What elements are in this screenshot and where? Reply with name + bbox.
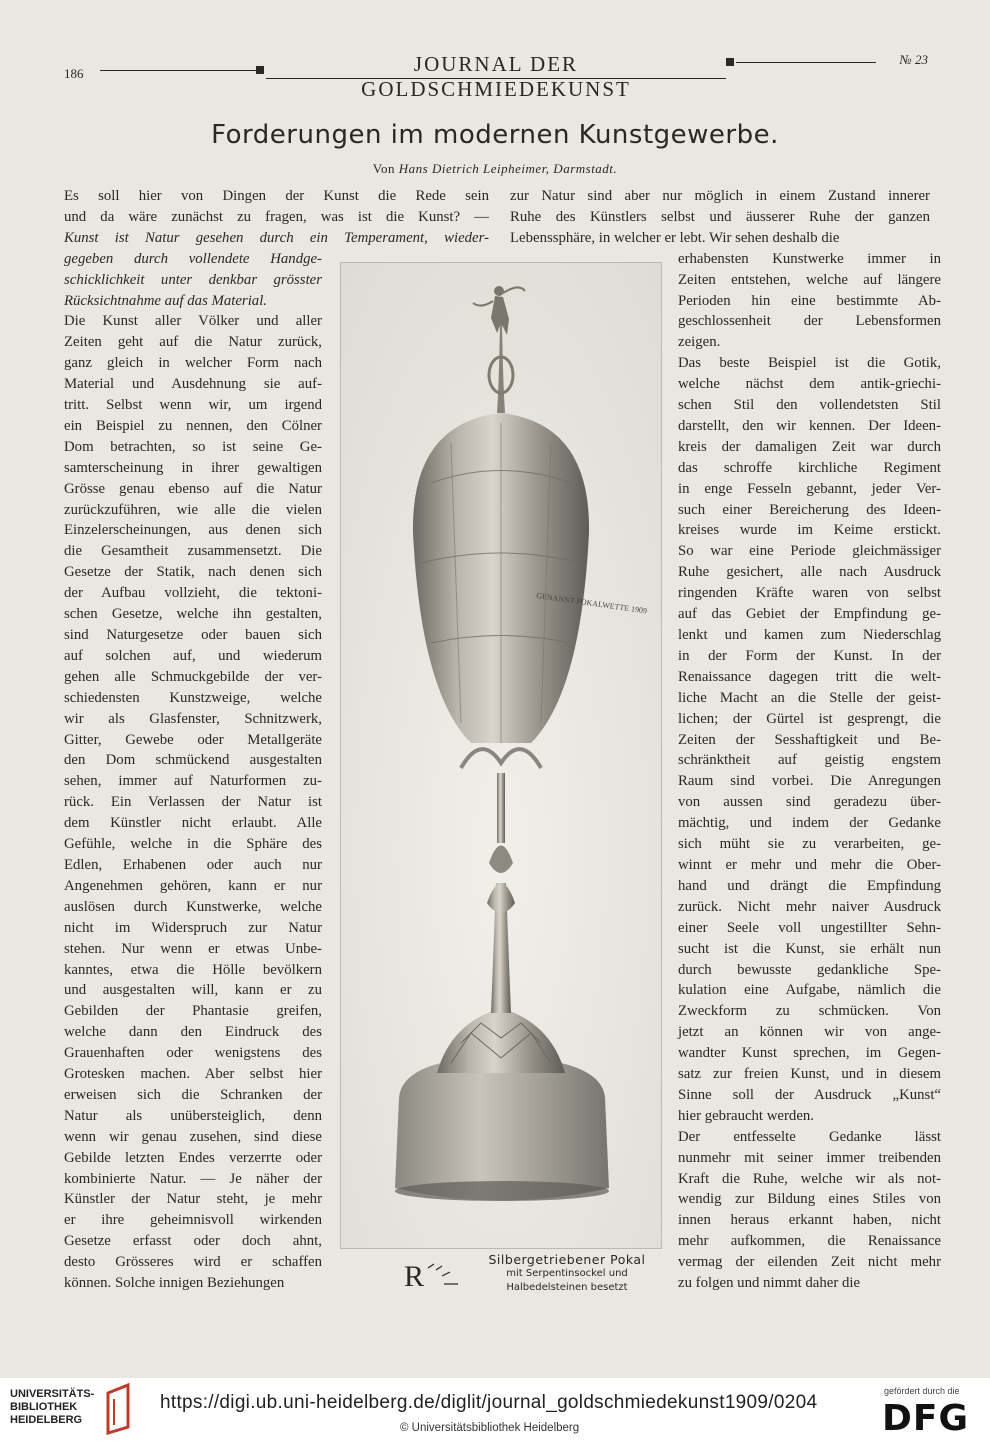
text-line: zeigen. — [678, 334, 721, 351]
text-line: So war eine Periode gleichmässiger — [678, 543, 941, 560]
issue-number: № 23 — [899, 52, 928, 67]
text-line: Grauenhaften oder wenigstens des — [64, 1045, 322, 1062]
text-line: Gitter, Gewebe oder Metallgeräte — [64, 731, 322, 748]
text-line: die Gesamtheit zusammensetzt. Die — [64, 543, 322, 560]
article-title: Forderungen im modernen Kunstgewerbe. — [211, 120, 779, 150]
library-line-2: BIBLIOTHEK — [10, 1401, 78, 1413]
text-line: desto Grösseres wird er schaffen — [64, 1254, 322, 1271]
text-line: erweisen sich die Schranken der — [64, 1086, 322, 1103]
text-line: darstellt, den wir kennen. Der Ideen- — [678, 417, 941, 434]
text-line: ringenden Kräfte waren von selbst — [678, 585, 941, 602]
text-line: zurückzuführen, wie alle die vielen — [64, 501, 322, 518]
text-line: in enge Fesseln gebannt, jeder Ver- — [678, 480, 941, 497]
text-line: können. Solche innigen Beziehungen — [64, 1275, 285, 1292]
text-line: sich müht sie zu verarbeiten, ge- — [678, 836, 941, 853]
text-line: Sinne soll der Ausdruck „Kunst“ — [678, 1086, 941, 1103]
journal-title: JOURNAL DER GOLDSCHMIEDEKUNST — [361, 52, 631, 101]
digitization-footer — [0, 1378, 990, 1445]
goblet-engraving: GENANNT POKALWETTE 1909 — [535, 591, 648, 616]
text-line: schränktheit auf geistig engstem — [678, 752, 941, 769]
caption-title: Silbergetriebener Pokal — [488, 1252, 646, 1267]
text-line: Lebenssphäre, in welcher er lebt. Wir sehen deshalb die — [510, 229, 840, 246]
caption-line-3: Halbedelsteinen besetzt — [506, 1282, 628, 1293]
text-line: Das beste Beispiel ist die Gotik, — [678, 355, 941, 372]
text-line: Gesetze erfasst oder doch ahnt, — [64, 1233, 322, 1250]
text-line: Grotesken machen. Aber selbst hier — [64, 1066, 322, 1083]
text-line: Zeiten entstehen, welche auf längere — [678, 271, 941, 288]
text-line: erhabensten Kunstwerke immer in — [678, 250, 941, 267]
text-line: sehen, immer auf Naturformen zu- — [64, 773, 322, 790]
text-line: kreis der damaligen Zeit war durch — [678, 438, 941, 455]
text-line: hand und drängt die Empfindung — [678, 877, 941, 894]
text-line: kreises wurde im Keime erstickt. — [678, 522, 941, 539]
text-line: wir als Glasfenster, Schnitzwerk, — [64, 710, 322, 727]
text-line: such einer Bereicherung des Ideen- — [678, 501, 941, 518]
text-line: Rücksichtnahme auf das Material. — [64, 292, 268, 309]
text-line: wandter Kunst sprechen, im Gegen- — [678, 1045, 941, 1062]
text-line: geschlossenheit der Lebensformen — [678, 313, 941, 330]
text-line: liche Macht an die Stelle der geist- — [678, 689, 941, 706]
text-line: Gefühle, welche in die Sphäre des — [64, 836, 322, 853]
text-line: Perioden hin eine bestimmte Ab- — [678, 292, 941, 309]
text-line: rück. Ein Verlassen der Natur ist — [64, 794, 322, 811]
text-line: von aussen sind geradezu über- — [678, 794, 941, 811]
text-line: Zeiten geht auf die Natur zurück, — [64, 334, 322, 351]
byline-author: Hans Dietrich Leipheimer, Darmstadt. — [398, 161, 618, 176]
figure-caption — [482, 1253, 652, 1295]
text-line: den Dom schmückend ausgestalten — [64, 752, 322, 769]
text-line: Grösse genau ebenso auf die Natur — [64, 480, 322, 497]
text-line: kulation eine Aufgabe, nämlich die — [678, 982, 941, 999]
text-line: Es soll hier von Dingen der Kunst die Rede sein — [64, 188, 489, 204]
page-header — [60, 46, 940, 101]
text-line: schen Stil den vollendetsten Stil — [678, 397, 941, 414]
text-line: lichen; der Gürtel ist gesprengt, die — [678, 710, 941, 727]
text-line: ein Beispiel zu nennen, den Cölner — [64, 417, 322, 434]
text-line: Kunst ist Natur gesehen durch ein Temperament, wieder- — [64, 229, 489, 246]
text-line: gegeben durch vollendete Handge- — [64, 250, 322, 267]
text-line: der Aufbau vollzieht, die tektoni- — [64, 585, 322, 602]
header-rule-right — [736, 62, 876, 63]
text-line: Der entfesselte Gedanke lässt — [678, 1128, 941, 1145]
text-line: Die Kunst aller Völker und aller — [64, 313, 322, 330]
text-line: lenkt und kamen zum Niederschlag — [678, 627, 941, 643]
library-logo-icon — [100, 1383, 136, 1435]
text-line: und da wäre zunächst zu fragen, was ist die Kunst? — — [64, 208, 489, 225]
text-line: nicht im Widerspruch zur Natur — [64, 919, 322, 936]
text-line: innen heraus erkannt haben, nicht — [678, 1212, 941, 1229]
text-line: er ihre geheimnisvoll wirkenden — [64, 1212, 322, 1229]
text-line: auf das Gebiet der Empfindung ge- — [678, 606, 941, 623]
text-line: Gebilden der Phantasie greifen, — [64, 1003, 322, 1020]
text-line: Einzelerscheinungen, aus denen sich — [64, 522, 322, 539]
text-line: zu folgen und nimmt daher die — [678, 1275, 861, 1292]
text-line: kanntes, etwa die Hölle bevölkern — [64, 961, 322, 978]
text-line: durch bewusste gedankliche Spe- — [678, 961, 941, 978]
text-line: auf solchen auf, und wiederum — [64, 647, 322, 664]
monogram-signature — [398, 1258, 470, 1294]
text-line: auslösen durch Kunstwerke, welche — [64, 898, 322, 915]
text-line: Angenehmen gehören, kann er nur — [64, 877, 322, 894]
text-line: das schroffe kirchliche Regiment — [678, 459, 941, 476]
text-line: hier gebraucht werden. — [678, 1107, 814, 1124]
header-ornament-left — [256, 66, 264, 74]
dfg-logo: DFG — [882, 1398, 970, 1439]
text-line: mehr aufkommen, die Renaissance — [678, 1233, 941, 1250]
text-line: samterscheinung in ihrer gewaltigen — [64, 459, 322, 476]
text-line: satz zur freien Kunst, und in diesem — [678, 1066, 941, 1083]
text-line: wenn wir genau zusehen, sind diese — [64, 1128, 322, 1145]
text-line: und ausgestalten will, kann er zu — [64, 982, 322, 999]
text-line: Dom betrachten, so ist seine Ge- — [64, 438, 322, 455]
text-line: welche nächst dem antik-griechi- — [678, 376, 941, 393]
text-line: dem Künstler nicht erlaubt. Alle — [64, 815, 322, 832]
text-line: nunmehr mit seiner immer treibenden — [678, 1149, 941, 1166]
text-line: zurück. Nicht mehr naiver Ausdruck — [678, 898, 941, 915]
text-line: gehen alle Schmuckgebilde der ver- — [64, 668, 322, 685]
text-line: schiedensten Kunstzweige, welche — [64, 689, 322, 706]
funded-by-label: gefördert durch die — [884, 1386, 960, 1396]
text-line: in der Form der Kunst. In der — [678, 647, 941, 664]
caption-line-2: mit Serpentinsockel und — [506, 1268, 628, 1279]
text-line: zur Natur sind aber nur möglich in einem Zustand innerer — [510, 188, 930, 204]
text-line: Renaissance dagegen tritt die welt- — [678, 668, 941, 685]
library-name — [10, 1388, 94, 1427]
svg-text:R: R — [404, 1260, 425, 1293]
text-line: stehen. Nur wenn er etwas Unbe- — [64, 940, 322, 957]
header-rule-left — [100, 70, 260, 71]
text-line: sind Naturgesetze oder bauen sich — [64, 627, 322, 643]
text-line: Ruhe gesichert, alle nach Ausdruck — [678, 564, 941, 581]
text-line: Kraft die Ruhe, welche wir als not- — [678, 1170, 941, 1187]
copyright-notice: © Universitätsbibliothek Heidelberg — [400, 1422, 580, 1434]
permalink-url[interactable]: https://digi.ub.uni-heidelberg.de/diglit/journal_goldschmiedekunst1909/0204 — [160, 1392, 818, 1413]
text-line: winnt er mehr und mehr die Ober- — [678, 856, 941, 873]
left-column-top — [64, 186, 489, 249]
text-line: kombinierte Natur. — Je näher der — [64, 1170, 322, 1187]
text-line: Raum sind vorbei. Die Anregungen — [678, 773, 941, 790]
text-line: Künstler der Natur steht, je mehr — [64, 1191, 322, 1208]
text-line: Ruhe des Künstlers selbst und äusserer Ruhe der ganzen — [510, 208, 930, 225]
header-ornament-right — [726, 58, 734, 66]
text-line: Gebilde letzten Endes verzerrte oder — [64, 1149, 322, 1166]
right-column-top — [510, 186, 930, 249]
right-column — [678, 249, 941, 1294]
left-column — [64, 249, 322, 1294]
text-line: Zeiten der Sesshaftigkeit und Be- — [678, 731, 941, 748]
text-line: vermag der eilenden Zeit nicht mehr — [678, 1254, 941, 1271]
byline — [0, 161, 990, 177]
text-line: mächtig, und indem der Gedanke — [678, 815, 941, 832]
text-line: tritt. Selbst wenn wir, um irgend — [64, 397, 322, 414]
text-line: Zweckform zu schmücken. Von — [678, 1003, 941, 1020]
goblet-photo — [340, 262, 662, 1249]
text-line: Material und Ausdehnung sie auf- — [64, 376, 322, 393]
library-line-3: HEIDELBERG — [10, 1414, 83, 1426]
text-line: jetzt an können wir von ange- — [678, 1024, 941, 1041]
text-line: schicklichkeit unter denkbar grösster — [64, 271, 322, 288]
text-line: sucht ist die Kunst, sie erhält nun — [678, 940, 941, 957]
text-line: Gesetze der Statik, nach denen sich — [64, 564, 322, 581]
text-line: schen Gesetze, welche ihn gestalten, — [64, 606, 322, 623]
text-line: welche dann den Eindruck des — [64, 1024, 322, 1041]
page-number: 186 — [64, 66, 84, 81]
text-line: ganz gleich in welcher Form nach — [64, 355, 322, 372]
byline-prefix: Von — [372, 161, 396, 176]
text-line: Natur als unübersteiglich, denn — [64, 1107, 322, 1124]
text-line: Edlen, Erhabenen oder auch nur — [64, 856, 322, 873]
library-line-1: UNIVERSITÄTS- — [10, 1388, 95, 1400]
text-line: wendig zur Bildung eines Stiles von — [678, 1191, 941, 1208]
text-line: einer Seele voll ungestillter Sehn- — [678, 919, 941, 936]
